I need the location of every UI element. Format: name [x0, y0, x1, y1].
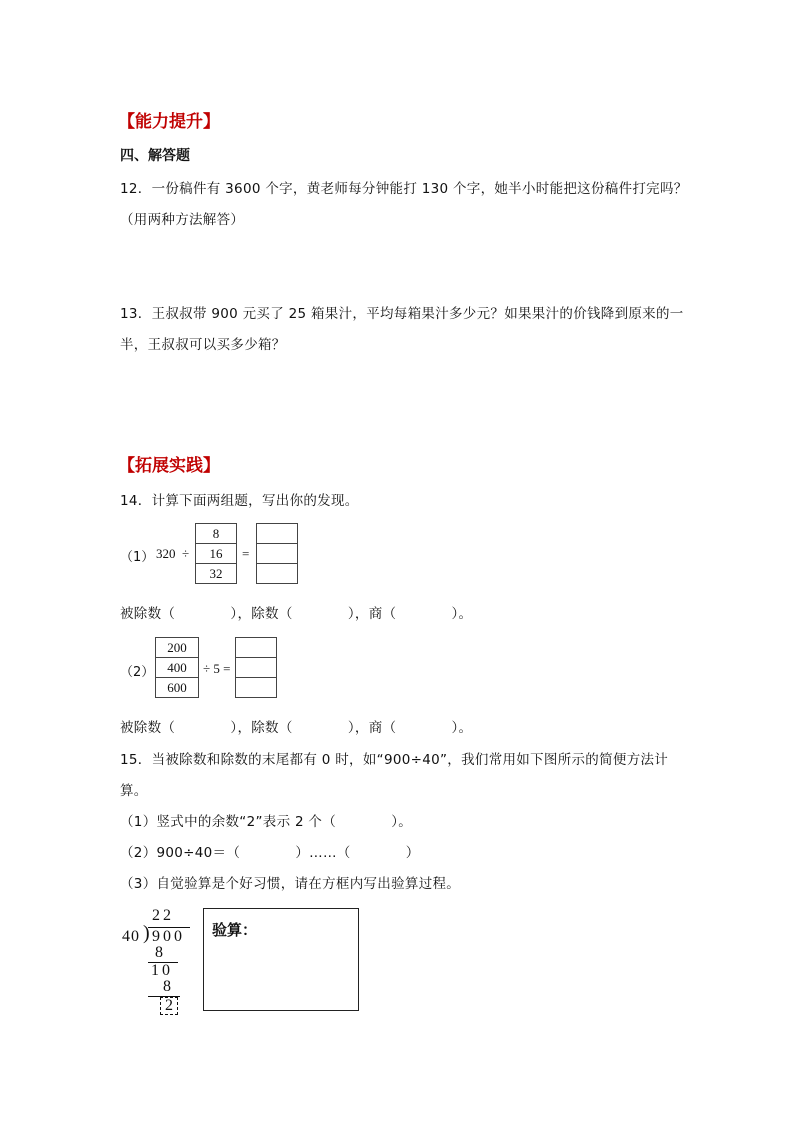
ld-dividend: 900 — [152, 928, 185, 945]
divisor-cell: 16 — [196, 544, 237, 564]
section-expand-heading: 【拓展实践】 — [118, 456, 220, 476]
ld-step2: 10 — [151, 962, 173, 979]
q14-p2-fill-line: 被除数（ ），除数（ ），商（ ）。 — [120, 720, 473, 736]
answer-cell[interactable] — [257, 524, 298, 544]
divisor-cell: 8 — [196, 524, 237, 544]
ld-bracket: ) — [143, 922, 150, 944]
q14-p1-div-sign: ÷ — [182, 546, 190, 561]
answer-cell[interactable] — [257, 544, 298, 564]
ld-step3: 8 — [163, 978, 171, 995]
q12-line2: （用两种方法解答） — [120, 212, 245, 228]
q15-sub2: （2）900÷40＝（ ）……（ ） — [120, 845, 420, 861]
long-division-figure — [118, 905, 198, 1013]
answer-cell[interactable] — [236, 638, 277, 658]
answer-cell[interactable] — [236, 658, 277, 678]
q15-line1: 15．当被除数和除数的末尾都有 0 时，如“900÷40”，我们常用如下图所示的简便方法计 — [120, 752, 669, 768]
q14-p2-dividend-grid — [155, 637, 199, 698]
q14-p2-label: （2） — [120, 665, 155, 680]
q14-p1-label: （1） — [120, 550, 155, 565]
part4-title: 四、解答题 — [120, 148, 190, 164]
section-ability-heading: 【能力提升】 — [118, 112, 220, 132]
q14-p1-dividend: 320 — [156, 546, 176, 561]
ld-quotient: 22 — [152, 907, 174, 924]
q15-line2: 算。 — [120, 783, 148, 799]
q14-p1-answer-grid — [256, 523, 298, 584]
dividend-cell: 600 — [156, 678, 199, 698]
q14-p2-tail: ÷ 5 = — [203, 661, 231, 676]
q14-p2-answer-grid — [235, 637, 277, 698]
divisor-cell: 32 — [196, 564, 237, 584]
ld-remainder: 2 — [160, 997, 178, 1015]
answer-cell[interactable] — [257, 564, 298, 584]
ld-step1: 8 — [155, 944, 163, 961]
ld-divisor: 40 — [122, 928, 140, 945]
verification-box[interactable] — [203, 908, 359, 1011]
q13-line2: 半，王叔叔可以买多少箱？ — [120, 337, 286, 353]
q14-stem: 14．计算下面两组题，写出你的发现。 — [120, 493, 359, 509]
q14-p1-fill-line: 被除数（ ），除数（ ），商（ ）。 — [120, 606, 473, 622]
answer-cell[interactable] — [236, 678, 277, 698]
q14-p1-divisor-grid — [195, 523, 237, 584]
q13-line1: 13．王叔叔带 900 元买了 25 箱果汁，平均每箱果汁多少元？如果果汁的价钱降到原来的一 — [120, 306, 684, 322]
verification-label: 验算： — [212, 921, 258, 939]
q14-p1-equals: = — [242, 546, 250, 561]
dividend-cell: 400 — [156, 658, 199, 678]
q15-sub1: （1）竖式中的余数“2”表示 2 个（ ）。 — [120, 814, 413, 830]
q12-line1: 12．一份稿件有 3600 个字，黄老师每分钟能打 130 个字，她半小时能把这份稿件打完吗？ — [120, 181, 688, 197]
q15-sub3: （3）自觉验算是个好习惯，请在方框内写出验算过程。 — [120, 876, 461, 892]
dividend-cell: 200 — [156, 638, 199, 658]
